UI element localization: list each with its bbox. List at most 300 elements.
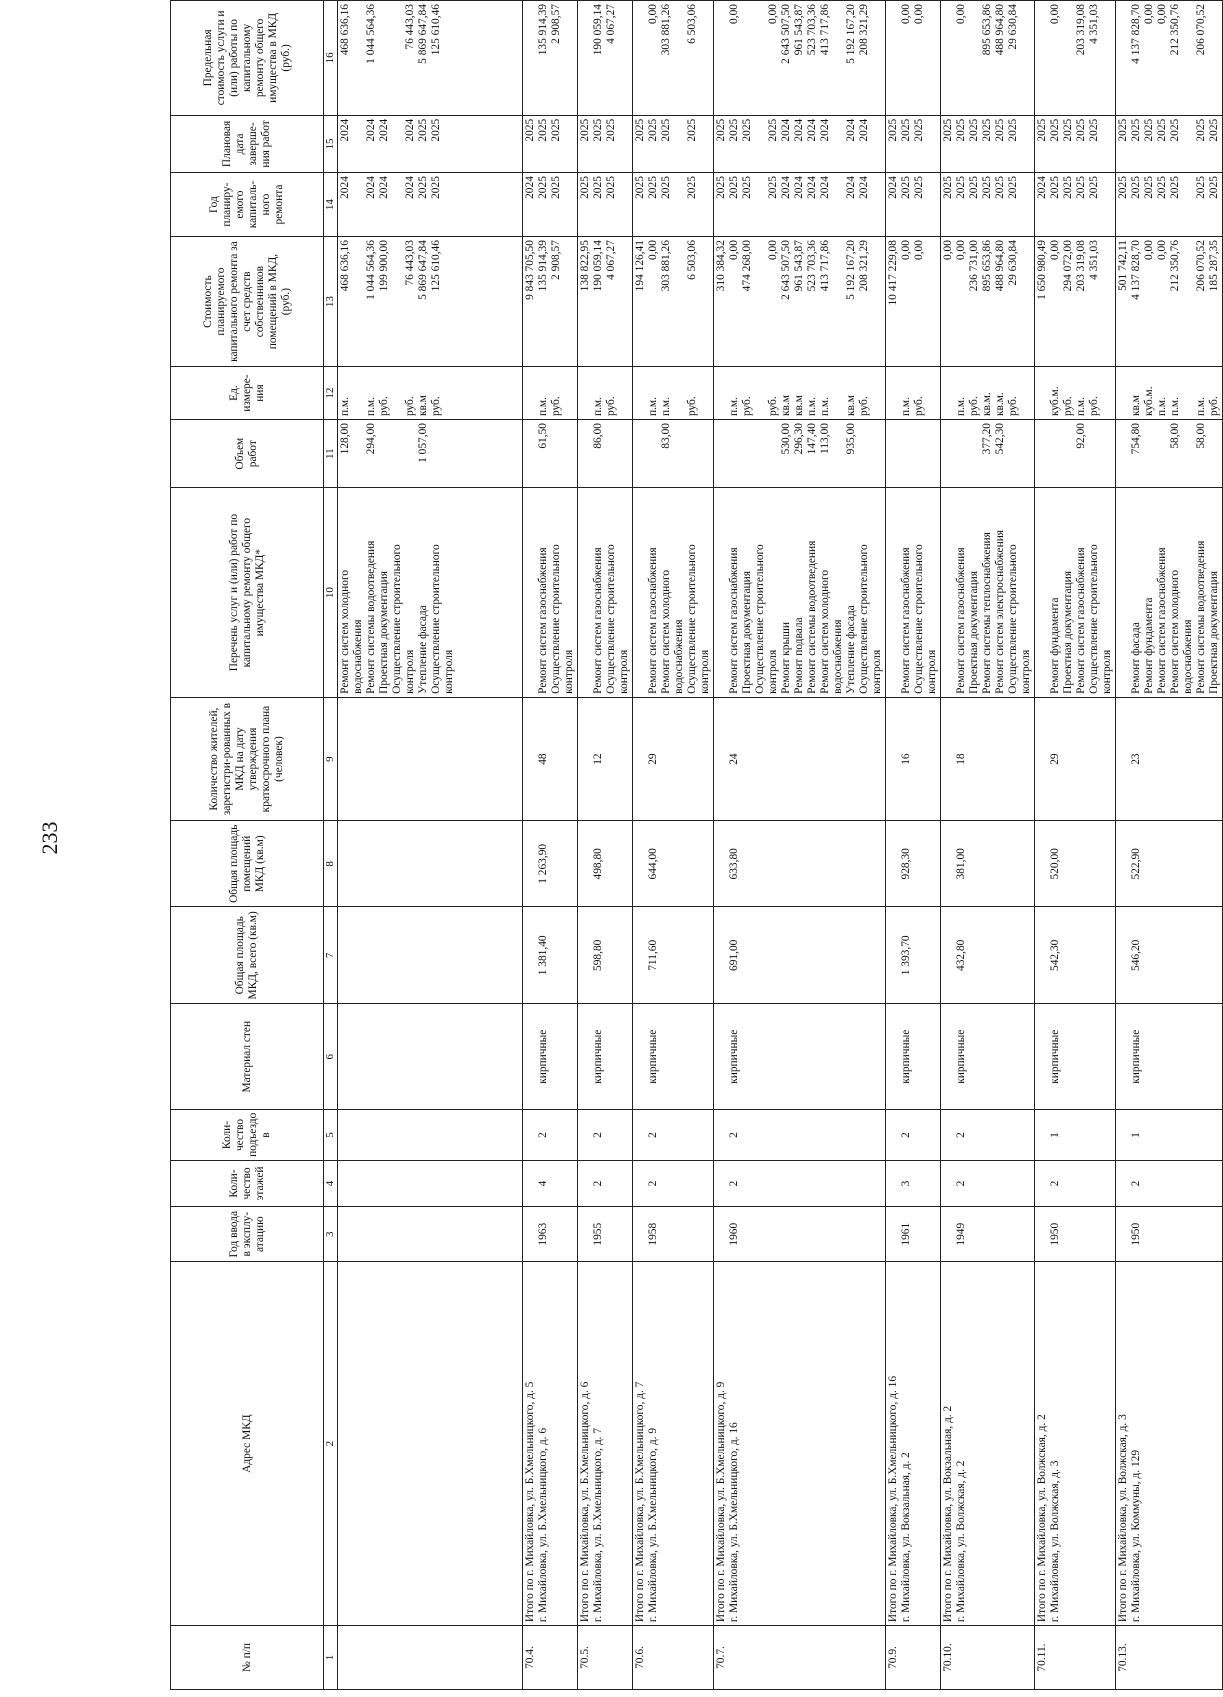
cell-text: кирпичные: [647, 1029, 659, 1084]
cell-end-year: [886, 115, 941, 172]
cell-num: [1116, 1626, 1223, 1690]
cell-line: 413 717,86: [819, 4, 831, 56]
cell-line: 2025: [994, 118, 1006, 142]
column-header: Стоимость планируемого капитального ремонта за счет средств собственников помещений в МКД, (руб.): [171, 237, 324, 367]
address-line: [443, 1265, 456, 1622]
cell-volume: [523, 420, 578, 488]
cell-line: 2025: [686, 118, 698, 142]
cell-text: 520,00: [1049, 848, 1061, 880]
cell-line: кв.м: [780, 395, 792, 417]
cell-line: руб.: [1088, 396, 1100, 417]
table-row: [941, 1, 1035, 1690]
cell-line: 4 067,27: [605, 240, 617, 280]
cell-text: 29: [647, 753, 659, 765]
cell-line: 135 914,39: [537, 240, 549, 292]
cell-line: куб.м.: [1049, 386, 1061, 417]
cell-line: [673, 119, 686, 169]
cell-line: 2025: [524, 118, 536, 142]
cell-line: 2024: [819, 118, 831, 142]
cell-line: [754, 119, 767, 169]
cell-text: 522,90: [1130, 848, 1142, 880]
cell-line: Ремонт систем газоснабжения: [647, 547, 659, 694]
cell-line: Осуществление строительного: [754, 544, 766, 694]
cell-area-rooms: [886, 821, 941, 907]
cell-line: [715, 423, 728, 484]
cell-line: 4 351,03: [1088, 240, 1100, 280]
column-header: Ед. измере-ния: [171, 367, 324, 420]
column-number: 1: [324, 1626, 338, 1690]
cell-end-year: [523, 115, 578, 172]
cell-line: 2025: [592, 176, 604, 199]
cell-line: [1143, 423, 1156, 484]
cell-plan-year: [941, 173, 1035, 237]
cell-line: [579, 423, 592, 484]
cell-line: 206 070,52: [1195, 4, 1207, 56]
cell-line: Проектная документация: [1062, 571, 1074, 694]
cell-material: [633, 1004, 714, 1110]
cell-line: 1 650 980,49: [1036, 240, 1048, 300]
cell-line: [767, 423, 780, 484]
cell-line: 10 417 229,08: [887, 240, 899, 306]
cell-unit: [1035, 367, 1116, 420]
cell-line: 190 059,14: [592, 4, 604, 56]
column-number: 8: [324, 821, 338, 907]
column-number-row: [324, 1, 338, 1690]
cell-line: [832, 370, 845, 416]
cell-text: 1: [1049, 1132, 1061, 1138]
cell-line: 0,00: [900, 4, 912, 24]
cell-line: 5 192 167,20: [845, 4, 857, 64]
cell-line: [728, 423, 741, 484]
cell-text: кирпичные: [1049, 1029, 1061, 1084]
cell-cost: [523, 237, 578, 367]
cell-line: [832, 176, 845, 233]
cell-line: [524, 4, 537, 112]
cell-line: 2025: [955, 176, 967, 199]
cell-volume: [886, 420, 941, 488]
cell-line: [741, 4, 754, 112]
cell-area-total: [633, 907, 714, 1004]
cell-line: 0,00: [647, 240, 659, 260]
cell-limit: [1116, 1, 1223, 116]
cell-line: руб.: [1062, 396, 1074, 417]
cell-line: [673, 370, 686, 416]
column-number: 14: [324, 173, 338, 237]
cell-plan-year: [578, 173, 633, 237]
cell-line: 2025: [1208, 176, 1220, 199]
cell-line: [942, 4, 955, 112]
cell-line: 58,00: [1169, 423, 1181, 449]
cell-area-total: [1116, 907, 1223, 1004]
cell-line: [926, 176, 939, 233]
cell-line: 530,00: [780, 423, 792, 455]
cell-text: кирпичные: [900, 1029, 912, 1084]
cell-line: [1117, 491, 1130, 693]
cell-line: 2025: [900, 118, 912, 142]
cell-line: 2025: [1117, 118, 1129, 142]
cell-line: [1101, 240, 1114, 363]
cell-line: [871, 119, 884, 169]
cell-line: [913, 423, 926, 484]
cell-line: [741, 423, 754, 484]
column-header: Перечень услуг и (или) работ по капитальному ремонту общего имущества МКД*: [171, 488, 324, 697]
cell-works: [523, 488, 578, 697]
address-line: [404, 1265, 417, 1622]
cell-residents: [578, 697, 633, 820]
cell-floors: [1035, 1160, 1116, 1206]
cell-line: 4 351,03: [1088, 4, 1100, 44]
cell-line: 76 443,03: [404, 4, 416, 50]
cell-line: 86,00: [592, 423, 604, 449]
cell-text: 432,80: [955, 939, 967, 971]
cell-line: [673, 240, 686, 363]
cell-line: [1049, 423, 1062, 484]
cell-works: [1035, 488, 1116, 697]
address-line: Итого по г. Михайловка, ул. Б.Хмельницкого, д. 6: [579, 1381, 591, 1623]
cell-line: п.м.: [1169, 397, 1181, 417]
column-number: 6: [324, 1004, 338, 1110]
cell-line: руб.: [605, 396, 617, 417]
column-number: 11: [324, 420, 338, 488]
cell-line: Ремонт систем газоснабжения: [955, 547, 967, 694]
cell-line: Ремонт систем холодного: [339, 569, 351, 694]
cell-line: 4 067,27: [605, 4, 617, 44]
column-number: 9: [324, 697, 338, 820]
cell-line: 2025: [634, 118, 646, 142]
cell-area-rooms: [1035, 821, 1116, 907]
cell-cost: [338, 237, 523, 367]
cell-residents: [1116, 697, 1223, 820]
cell-address: [578, 1262, 633, 1626]
cell-line: 2025: [955, 118, 967, 142]
cell-num: [523, 1626, 578, 1690]
cell-line: [378, 4, 391, 112]
cell-plan-year: [633, 173, 714, 237]
cell-line: 2024: [524, 176, 536, 199]
cell-line: [1036, 4, 1049, 112]
cell-unit: [1116, 367, 1223, 420]
cell-line: [1020, 176, 1033, 233]
cell-text: 2: [728, 1132, 740, 1138]
cell-line: [352, 4, 365, 112]
column-header: Объем работ: [171, 420, 324, 488]
table-row: [1035, 1, 1116, 1690]
cell-line: [1036, 370, 1049, 416]
cell-line: 2025: [430, 118, 442, 142]
cell-line: Осуществление строительного: [858, 544, 870, 694]
cell-line: [1036, 423, 1049, 484]
cell-line: [443, 119, 456, 169]
cell-line: 2025: [1117, 176, 1129, 199]
cell-text: [352, 1164, 365, 1203]
cell-line: [1182, 4, 1195, 112]
cell-line: [443, 423, 456, 484]
cell-text: 691,00: [728, 939, 740, 971]
cell-floors: [886, 1160, 941, 1206]
cell-line: кв.м: [417, 395, 429, 417]
cell-material: [714, 1004, 886, 1110]
cell-line: [968, 423, 981, 484]
cell-line: п.м.: [819, 397, 831, 417]
cell-works: [1116, 488, 1223, 697]
cell-plan-year: [714, 173, 886, 237]
cell-line: Проектная документация: [1208, 571, 1220, 694]
cell-works: [941, 488, 1035, 697]
cell-line: 1 044 564,36: [365, 4, 377, 64]
address-line: г. Михайловка, ул. Волжская, д. 2: [955, 1460, 967, 1623]
cell-text: [352, 1007, 365, 1106]
cell-text: [352, 701, 365, 817]
cell-text: 24: [728, 753, 740, 765]
cell-text: 1955: [592, 1222, 604, 1246]
cell-line: [942, 491, 955, 693]
cell-end-year: [633, 115, 714, 172]
cell-line: 2025: [634, 176, 646, 199]
cell-material: [941, 1004, 1035, 1110]
cell-line: 303 881,26: [660, 4, 672, 56]
cell-residents: [1035, 697, 1116, 820]
page-number: 233: [37, 821, 62, 855]
cell-text: 644,00: [647, 848, 659, 880]
cell-line: 2025: [913, 118, 925, 142]
cell-line: [352, 423, 365, 484]
address-line: [417, 1265, 430, 1622]
cell-line: 76 443,03: [404, 240, 416, 286]
cell-text: 928,30: [900, 848, 912, 880]
column-header: Материал стен: [171, 1004, 324, 1110]
cell-material: [523, 1004, 578, 1110]
cell-entrances: [633, 1110, 714, 1161]
address-line: [482, 1265, 495, 1622]
column-header: Коли-чество этажей: [171, 1160, 324, 1206]
cell-line: [1007, 423, 1020, 484]
cell-line: [887, 423, 900, 484]
address-line: г. Михайловка, ул. Вокзальная, д. 2: [900, 1452, 912, 1623]
cell-line: 296,30: [793, 423, 805, 455]
cell-line: [563, 423, 576, 484]
table-row: [886, 1, 941, 1690]
cell-line: 1 044 564,36: [365, 240, 377, 300]
cell-line: п.м.: [339, 397, 351, 417]
cell-line: руб.: [404, 396, 416, 417]
cell-line: 2025: [981, 118, 993, 142]
cell-volume: [1035, 420, 1116, 488]
cell-line: 2024: [365, 176, 377, 199]
cell-line: [378, 423, 391, 484]
cell-line: [832, 119, 845, 169]
cell-line: 2025: [1062, 118, 1074, 142]
cell-volume: [714, 420, 886, 488]
address-line: Итого по г. Михайловка, ул. Б.Хмельницкого, д. 9: [715, 1381, 727, 1623]
cell-text: 1: [1130, 1132, 1142, 1138]
cell-plan-year: [1035, 173, 1116, 237]
cell-line: п.м.: [955, 397, 967, 417]
cell-line: 895 653,86: [981, 240, 993, 292]
cell-line: 0,00: [767, 4, 779, 24]
cell-line: 2 908,57: [550, 4, 562, 44]
column-number: 2: [324, 1262, 338, 1626]
cell-year: [1035, 1207, 1116, 1262]
cell-text: кирпичные: [1130, 1029, 1142, 1084]
cell-line: [699, 370, 712, 416]
address-line: [391, 1265, 404, 1622]
cell-area-rooms: [941, 821, 1035, 907]
cell-num: [338, 1626, 523, 1690]
cell-line: Ремонт систем газоснабжения: [1156, 547, 1168, 694]
cell-line: 2025: [1195, 118, 1207, 142]
column-number: 10: [324, 488, 338, 697]
cell-line: 0,00: [942, 240, 954, 260]
cell-line: п.м.: [365, 397, 377, 417]
cell-line: кв.м: [845, 395, 857, 417]
cell-volume: [578, 420, 633, 488]
cell-line: 194 126,41: [634, 240, 646, 292]
cell-line: [1020, 423, 1033, 484]
cell-line: [1156, 423, 1169, 484]
cell-line: [1117, 370, 1130, 416]
cell-text: кирпичные: [728, 1029, 740, 1084]
cell-line: 206 070,52: [1195, 240, 1207, 292]
cell-line: руб.: [913, 396, 925, 417]
cell-line: Ремонт фасада: [1130, 622, 1142, 694]
cell-line: [673, 4, 686, 112]
cell-line: [618, 4, 631, 112]
cell-line: Ремонт фундамента: [1143, 597, 1155, 694]
address-line: г. Михайловка, ул. Коммуны, д. 129: [1130, 1449, 1142, 1623]
cell-line: Проектная документация: [378, 571, 390, 694]
cell-line: 2024: [793, 176, 805, 199]
cell-line: [634, 423, 647, 484]
address-line: Итого по г. Михайловка, ул. Волжская, д. 2: [1036, 1414, 1048, 1623]
address-line: г. Михайловка, ул. Б.Хмельницкого, д. 9: [647, 1427, 659, 1623]
cell-year: [1116, 1207, 1223, 1262]
cell-year: [338, 1207, 523, 1262]
cell-line: 2025: [1088, 176, 1100, 199]
cell-line: 0,00: [1143, 240, 1155, 260]
cell-text: 1950: [1049, 1222, 1061, 1246]
cell-line: [391, 423, 404, 484]
cell-line: 501 742,11: [1117, 240, 1129, 291]
cell-line: [563, 176, 576, 233]
cell-line: 203 319,08: [1075, 240, 1087, 292]
cell-text: 70.10.: [942, 1643, 954, 1672]
cell-plan-year: [338, 173, 523, 237]
cell-line: [634, 4, 647, 112]
cell-limit: [941, 1, 1035, 116]
address-line: [339, 1265, 352, 1622]
cell-line: [550, 423, 563, 484]
cell-line: руб.: [1208, 396, 1220, 417]
cell-end-year: [714, 115, 886, 172]
cell-line: [955, 423, 968, 484]
cell-text: 498,80: [592, 848, 604, 880]
cell-line: 2025: [900, 176, 912, 199]
cell-line: [1036, 491, 1049, 693]
cell-line: 468 636,16: [339, 4, 351, 56]
cell-line: 29 630,84: [1007, 4, 1019, 50]
cell-line: кв.м.: [994, 392, 1006, 417]
cell-text: 2: [647, 1132, 659, 1138]
cell-line: Ремонт системы водоотведения: [1195, 540, 1207, 694]
cell-line: [1182, 370, 1195, 416]
cell-line: Ремонт систем газоснабжения: [592, 547, 604, 694]
cell-line: [391, 4, 404, 112]
cell-line: [754, 4, 767, 112]
cell-line: [352, 370, 365, 416]
cell-line: 2025: [968, 176, 980, 199]
cell-line: п.м.: [900, 397, 912, 417]
cell-line: 488 964,80: [994, 4, 1006, 56]
cell-line: 0,00: [1049, 4, 1061, 24]
cell-line: 2024: [404, 176, 416, 199]
cell-material: [578, 1004, 633, 1110]
cell-line: Ремонт системы водоотведения: [806, 540, 818, 694]
cell-residents: [523, 697, 578, 820]
cell-line: контроля: [699, 649, 711, 694]
column-header: Год ввода в эксплу-атацию: [171, 1207, 324, 1262]
cell-line: п.м.: [647, 397, 659, 417]
cell-line: 0,00: [1049, 240, 1061, 260]
cell-text: 70.7.: [715, 1646, 727, 1669]
cell-line: водоснабжения: [352, 619, 364, 694]
cell-line: 2025: [1143, 176, 1155, 199]
cell-line: [579, 491, 592, 693]
cell-cost: [1116, 237, 1223, 367]
cell-line: [443, 4, 456, 112]
cell-line: контроля: [926, 649, 938, 694]
cell-line: [887, 491, 900, 693]
cell-line: 542,30: [994, 423, 1006, 455]
cell-num: [714, 1626, 886, 1690]
cell-cost: [714, 237, 886, 367]
cell-line: [430, 423, 443, 484]
address-line: [365, 1265, 378, 1622]
cell-line: п.м.: [728, 397, 740, 417]
cell-text: 70.13.: [1117, 1643, 1129, 1672]
cell-text: 16: [900, 753, 912, 765]
cell-text: 18: [955, 753, 967, 765]
cell-line: Осуществление строительного: [1088, 544, 1100, 694]
cell-line: 2025: [1062, 176, 1074, 199]
cell-line: [926, 4, 939, 112]
cell-line: [563, 119, 576, 169]
cell-limit: [633, 1, 714, 116]
cell-line: [391, 370, 404, 416]
cell-text: 381,00: [955, 848, 967, 880]
cell-line: 113,00: [819, 423, 831, 454]
cell-line: 2 908,57: [550, 240, 562, 280]
cell-line: 961 543,87: [793, 240, 805, 292]
cell-text: 48: [537, 753, 549, 765]
cell-line: контроля: [1020, 649, 1032, 694]
cell-line: [443, 240, 456, 363]
cell-line: руб.: [1007, 396, 1019, 417]
cell-line: Ремонт систем холодного: [660, 569, 672, 694]
table-body: [338, 1, 1223, 1690]
cell-text: 598,80: [592, 939, 604, 971]
cell-residents: [714, 697, 886, 820]
cell-area-rooms: [523, 821, 578, 907]
cell-text: 70.5.: [579, 1646, 591, 1669]
cell-line: руб.: [430, 396, 442, 417]
table-row: [1116, 1, 1223, 1690]
cell-text: 542,30: [1049, 939, 1061, 971]
cell-end-year: [578, 115, 633, 172]
cell-line: кв.м: [793, 395, 805, 417]
cell-line: 2025: [1075, 176, 1087, 199]
column-header: № п/п: [171, 1626, 324, 1690]
cell-line: Ремонт системы водоотведения: [365, 540, 377, 694]
